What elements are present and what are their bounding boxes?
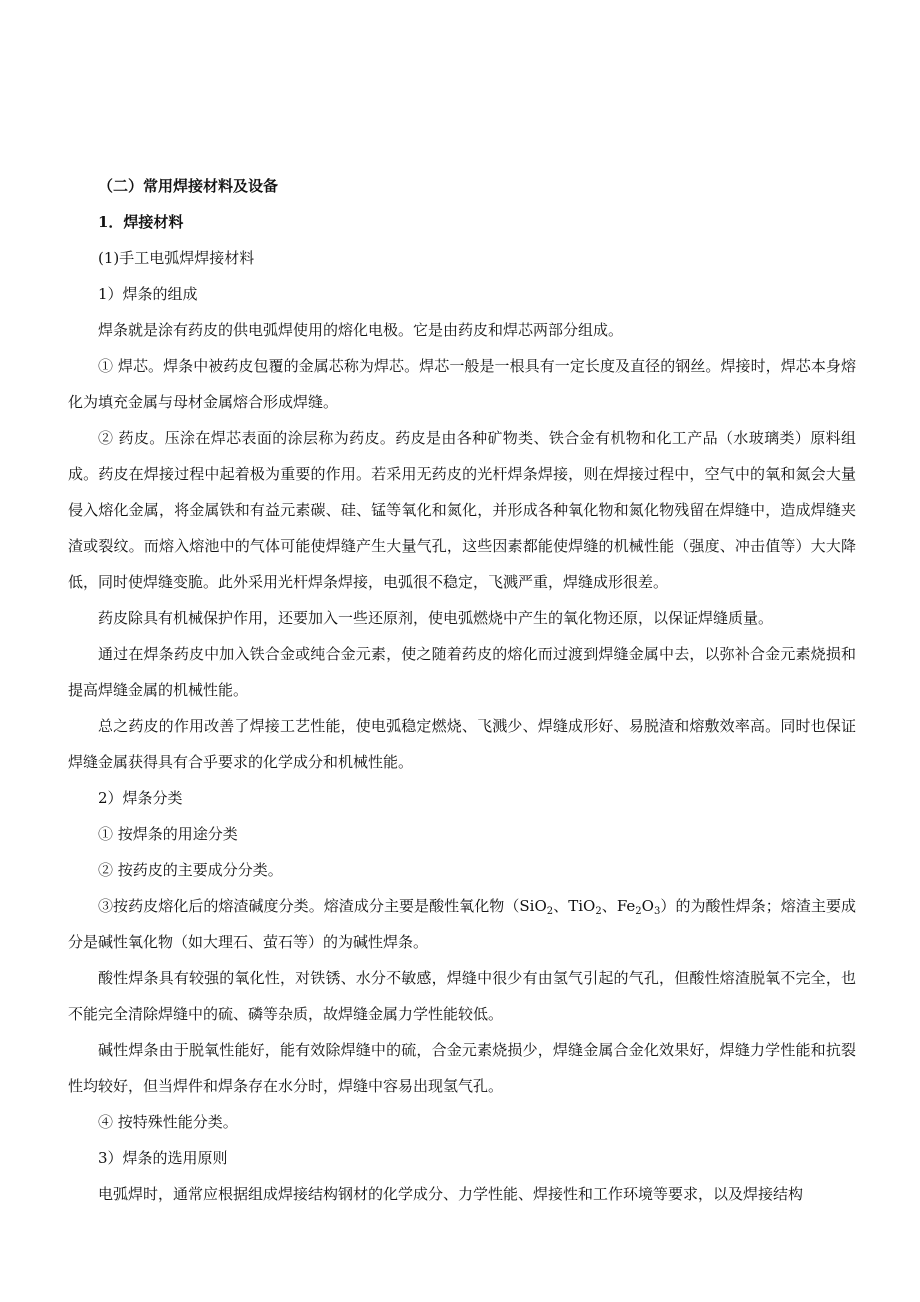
paragraph: 酸性焊条具有较强的氧化性，对铁锈、水分不敏感，焊缝中很少有由氢气引起的气孔，但酸性熔渣脱氧不完全，也不能完全清除焊缝中的硫、磷等杂质，故焊缝金属力学性能较低。 bbox=[68, 969, 856, 1023]
classification-item: ① 按焊条的用途分类 bbox=[98, 825, 238, 843]
text-run: O bbox=[641, 897, 654, 915]
subscript: 2 bbox=[546, 906, 554, 917]
paragraph: ① 焊芯。焊条中被药皮包覆的金属芯称为焊芯。焊芯一般是一根具有一定长度及直径的钢丝。焊接时，焊芯本身熔化为填充金属与母材金属熔合形成焊缝。 bbox=[68, 357, 856, 411]
item-heading: 1）焊条的组成 bbox=[98, 285, 198, 303]
document-page bbox=[68, 168, 856, 1212]
sub-heading: 1．焊接材料 bbox=[98, 213, 184, 231]
paragraph: 焊条就是涂有药皮的供电弧焊使用的熔化电极。它是由药皮和焊芯两部分组成。 bbox=[98, 321, 624, 339]
classification-item: ④ 按特殊性能分类。 bbox=[98, 1113, 238, 1131]
section-heading: （二）常用焊接材料及设备 bbox=[98, 177, 279, 195]
item-heading: (1)手工电弧焊焊接材料 bbox=[98, 249, 255, 267]
subscript: 3 bbox=[653, 906, 661, 917]
item-heading: 3）焊条的选用原则 bbox=[98, 1149, 228, 1167]
paragraph: 电弧焊时，通常应根据组成焊接结构钢材的化学成分、力学性能、焊接性和工作环境等要求，以及焊接结构 bbox=[98, 1185, 804, 1203]
text-run: 、Fe bbox=[601, 897, 636, 915]
text-run: ）的为酸性焊条；熔渣主要成分是碱性氧化物（如大理石、萤石等）的为碱性焊条。 bbox=[68, 897, 857, 951]
text-run: ③按药皮熔化后的熔渣碱度分类。熔渣成分主要是酸性氧化物（SiO bbox=[98, 897, 547, 915]
subscript: 2 bbox=[595, 906, 602, 917]
paragraph: ② 药皮。压涂在焊芯表面的涂层称为药皮。药皮是由各种矿物类、铁合金有机物和化工产品（水玻璃类）原料组成。药皮在焊接过程中起着极为重要的作用。若采用无药皮的光杆焊条焊接，则在焊接过程中，空气中的氧和氮会大量侵入熔化金属，将金属铁和有益元素碳、硅、锰等氧化和氮化，并形成各种氧化物和氮化物残留在焊缝中，造成焊缝夹渣或裂纹。而熔入熔池中的气体可能使焊缝产生大量气孔，这些因素都能使焊缝的机械性能（强度、冲击值等）大大降低，同时使焊缝变脆。此外采用光杆焊条焊接，电弧很不稳定，飞溅严重，焊缝成形很差。 bbox=[68, 429, 856, 591]
paragraph: 药皮除具有机械保护作用，还要加入一些还原剂，使电弧燃烧中产生的氧化物还原，以保证焊缝质量。 bbox=[98, 609, 774, 627]
paragraph: 通过在焊条药皮中加入铁合金或纯合金元素，使之随着药皮的熔化而过渡到焊缝金属中去，以弥补合金元素烧损和提高焊缝金属的机械性能。 bbox=[68, 645, 856, 699]
subscript: 2 bbox=[635, 906, 642, 917]
item-heading: 2）焊条分类 bbox=[98, 789, 183, 807]
classification-item bbox=[68, 888, 856, 960]
text-run: 、TiO bbox=[553, 897, 596, 915]
paragraph: 碱性焊条由于脱氧性能好，能有效除焊缝中的硫，合金元素烧损少，焊缝金属合金化效果好，焊缝力学性能和抗裂性均较好，但当焊件和焊条存在水分时，焊缝中容易出现氢气孔。 bbox=[68, 1041, 856, 1095]
paragraph: 总之药皮的作用改善了焊接工艺性能，使电弧稳定燃烧、飞溅少、焊缝成形好、易脱渣和熔敷效率高。同时也保证焊缝金属获得具有合乎要求的化学成分和机械性能。 bbox=[68, 717, 856, 771]
classification-item: ② 按药皮的主要成分分类。 bbox=[98, 861, 283, 879]
